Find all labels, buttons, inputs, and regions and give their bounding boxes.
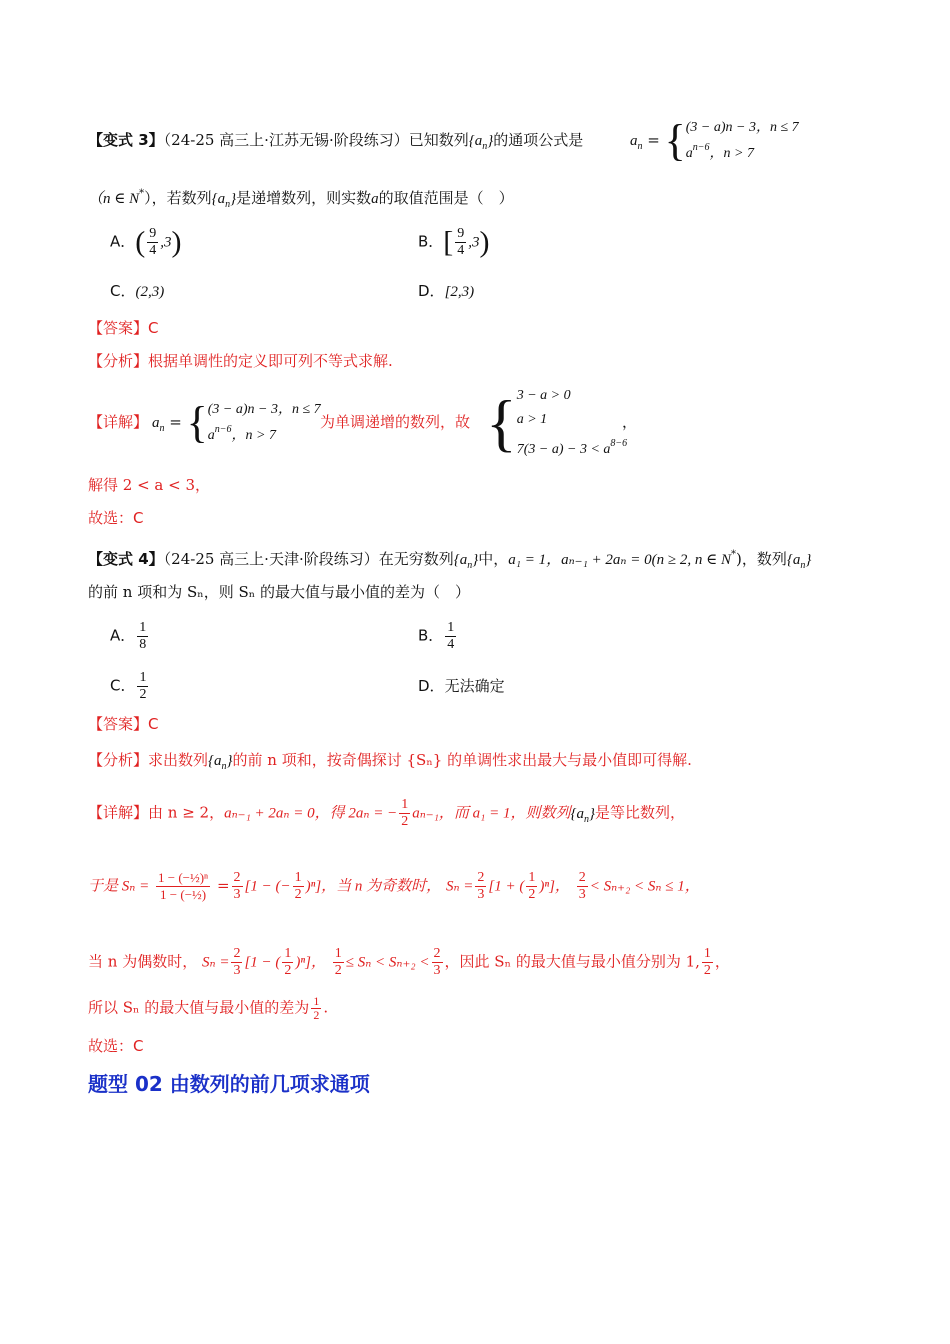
q4-option-a[interactable]: A． $\frac{1}{8}$: [110, 620, 147, 652]
q3-choose: 故选：C: [88, 509, 144, 527]
q3-option-d[interactable]: D．[2,3): [418, 282, 475, 300]
q3-tag: 【变式 3】: [88, 131, 164, 149]
q4-a1: a₁ = 1，: [508, 552, 562, 568]
q4-recurrence: aₙ₋₁ + 2aₙ = 0(n ≥ 2, n ∈ N: [561, 552, 731, 568]
q3-detail-tag: 【详解】: [88, 413, 149, 431]
q4-analysis: 【分析】求出数列$\{a_n\}$的前 n 项和，按奇偶探讨 {Sₙ} 的单调性求出最大与最小值即可得解.: [88, 751, 692, 772]
q3-sys-row1: 3 − a > 0: [516, 388, 571, 403]
q3-answer: 【答案】C: [88, 319, 159, 337]
q3-detail-mid: 为单调递增的数列，故: [320, 413, 471, 431]
q4-detail-line1: 【详解】由 n ≥ 2，aₙ₋₁ + 2aₙ = 0，得 2aₙ = − $\frac{1}{2}$ aₙ₋₁，而 a₁ = 1，则数列$\{a_n\}$是等比数列，: [88, 797, 686, 829]
q4-detail-line3: 当 n 为偶数时， Sₙ = $\frac{2}{3}$ [1 − ( $\frac{1}{2}$ )ⁿ]， $\frac{1}{2}$ ≤ Sₙ < Sₙ₊₂ < $\frac{2}{3}$ ，因此 Sₙ 的最大值与最小值分别为 1, $\frac{1}{2}$ ，: [88, 946, 730, 978]
q3-detail-system: { 3 − a > 0 a > 1 $7(3 - a) - 3 < a^{8-6}$: [486, 384, 627, 462]
section-heading: 题型 02 由数列的前几项求通项: [88, 1072, 370, 1096]
q3-option-c[interactable]: C．(2,3): [110, 282, 165, 300]
q3-formula-prefix: 的通项公式是: [493, 131, 584, 149]
q4-option-c[interactable]: C． $\frac{1}{2}$: [110, 670, 147, 702]
q4-stem-line2: 的前 n 项和为 Sₙ，则 Sₙ 的最大值与最小值的差为（ ）: [88, 583, 471, 601]
q4-stem-line1: 【变式 4】（24-25 高三上·天津·阶段练习）在无穷数列$\{a_n\}$中，a₁ = 1，aₙ₋₁ + 2aₙ = 0(n ≥ 2, n ∈ N*)，数列$\{a_n\}$: [88, 549, 812, 571]
q4-source: （24-25 高三上·天津·阶段练习）在无穷数列: [163, 550, 454, 568]
q3-detail-piecewise: $a_n$ = { (3 − a)n − 3，n ≤ 7 $a^{n-6}$，n > 7: [152, 398, 321, 447]
q3-stem-line1: [88, 130, 583, 157]
q3-option-b[interactable]: B．[ $\frac{9}{4}$ ,3): [418, 225, 490, 259]
q4-detail-line4: 所以 Sₙ 的最大值与最小值的差为 $\frac{1}{2}$ .: [88, 994, 329, 1022]
q3-case1: (3 − a)n − 3，n ≤ 7: [685, 120, 799, 135]
q4-choose: 故选：C: [88, 1037, 144, 1055]
q4-option-d[interactable]: D．无法确定: [418, 677, 505, 695]
q3-sys-row3: $7(3 - a) - 3 < a^{8-6}$: [516, 438, 628, 457]
q3-solve: 解得 2 < a < 3，: [88, 476, 211, 494]
q3-option-a[interactable]: A．( $\frac{9}{4}$ ,3): [110, 225, 182, 259]
q3-detail-comma: ，: [622, 413, 638, 431]
q3-sys-row2: a > 1: [516, 412, 548, 427]
q3-source: （24-25 高三上·江苏无锡·阶段练习）已知数列: [163, 131, 469, 149]
q4-option-b[interactable]: B． $\frac{1}{4}$: [418, 620, 455, 652]
q4-detail-line2: 于是 Sₙ = $\frac{\text{1 − (−½)ⁿ}}{\text{1 − (−½)}}$ = $\frac{2}{3}$ [1 − (− $\frac{1}{2}$ )ⁿ]，当 n 为奇数时， Sₙ = $\frac{2}{3}$ [1 + ( $\frac{1}{2}$ )ⁿ]， $\frac{2}{3}$ < Sₙ₊₂ < Sₙ ≤ 1，: [88, 870, 700, 902]
q3-case2: $a^{n-6}$，n > 7: [685, 142, 754, 161]
q4-answer: 【答案】C: [88, 715, 159, 733]
q3-piecewise: $a_n$ = { (3 − a)n − 3，n ≤ 7 $a^{n-6}$，n > 7: [630, 116, 799, 165]
q3-stem-line2: （n ∈ N*），若数列$\{a_n\}$是递增数列，则实数a的取值范围是（ ）: [88, 188, 514, 210]
q3-analysis: 【分析】根据单调性的定义即可列不等式求解.: [88, 352, 393, 370]
q4-tag: 【变式 4】: [88, 550, 164, 568]
q3-seq: $\{a_n\}$: [468, 133, 494, 152]
